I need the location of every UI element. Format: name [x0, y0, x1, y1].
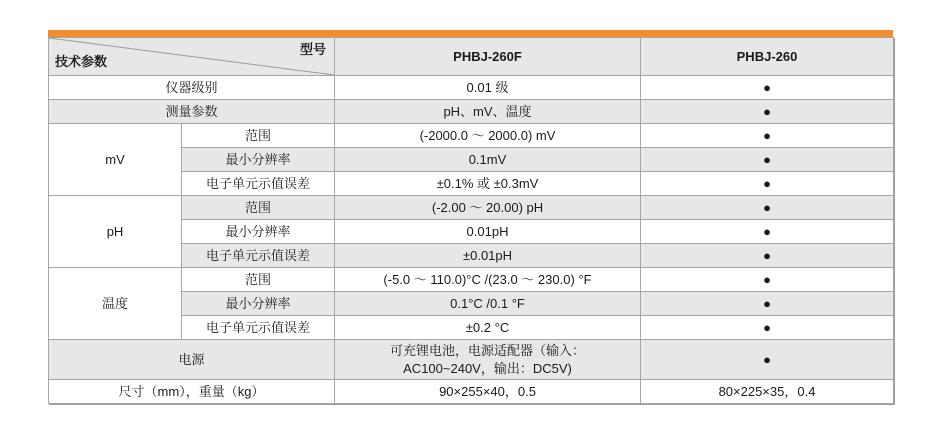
- ph-range-value-1: (-2.00 ～ 20.00) pH: [335, 196, 641, 220]
- size-weight-label: 尺寸（mm），重量（kg）: [49, 380, 335, 404]
- mv-error-value-1: ±0.1% 或 ±0.3mV: [335, 172, 641, 196]
- diagonal-header-cell: [49, 38, 335, 76]
- availability-dot: ●: [641, 268, 894, 292]
- ph-resolution-label: 最小分辨率: [182, 220, 335, 244]
- temp-range-label: 范围: [182, 268, 335, 292]
- mv-range-value-1: (-2000.0 ～ 2000.0) mV: [335, 124, 641, 148]
- availability-dot: ●: [641, 172, 894, 196]
- availability-dot: ●: [641, 244, 894, 268]
- row-power: [49, 340, 894, 380]
- mv-error-label: 电子单元示值误差: [182, 172, 335, 196]
- row-temp-range: [49, 268, 894, 292]
- corner-label-params: 技术参数: [55, 54, 108, 70]
- row-ph-range: [49, 196, 894, 220]
- temp-range-value-1: (-5.0 ～ 110.0)°C /(23.0 ～ 230.0) °F: [335, 268, 641, 292]
- group-label-mv: mV: [49, 124, 182, 196]
- row-measure-params: [49, 100, 894, 124]
- availability-dot: ●: [641, 100, 894, 124]
- temp-resolution-label: 最小分辨率: [182, 292, 335, 316]
- row-size-weight: [49, 380, 894, 404]
- temp-error-label: 电子单元示值误差: [182, 316, 335, 340]
- accent-bar: [48, 30, 893, 37]
- availability-dot: ●: [641, 196, 894, 220]
- ph-error-label: 电子单元示值误差: [182, 244, 335, 268]
- availability-dot: ●: [641, 148, 894, 172]
- group-label-temp: 温度: [49, 268, 182, 340]
- mv-resolution-label: 最小分辨率: [182, 148, 335, 172]
- ph-range-label: 范围: [182, 196, 335, 220]
- power-value-1: [335, 340, 641, 380]
- power-value-line1: 可充锂电池，电源适配器（输入：: [389, 342, 585, 358]
- temp-resolution-value-1: 0.1°C /0.1 °F: [335, 292, 641, 316]
- mv-resolution-value-1: 0.1mV: [335, 148, 641, 172]
- column-header-phbj260: PHBJ-260: [641, 38, 894, 76]
- temp-error-value-1: ±0.2 °C: [335, 316, 641, 340]
- instrument-class-value-1: 0.01 级: [335, 76, 641, 100]
- availability-dot: ●: [641, 316, 894, 340]
- spec-table: [48, 37, 894, 404]
- ph-error-value-1: ±0.01pH: [335, 244, 641, 268]
- availability-dot: ●: [641, 292, 894, 316]
- row-instrument-class: [49, 76, 894, 100]
- measure-params-label: 测量参数: [49, 100, 335, 124]
- corner-label-model: 型号: [299, 42, 326, 57]
- mv-range-label: 范围: [182, 124, 335, 148]
- row-mv-range: [49, 124, 894, 148]
- availability-dot: ●: [641, 124, 894, 148]
- measure-params-value-1: pH、mV、温度: [335, 100, 641, 124]
- instrument-class-label: 仪器级别: [49, 76, 335, 100]
- ph-resolution-value-1: 0.01pH: [335, 220, 641, 244]
- header-row: [49, 38, 894, 76]
- size-weight-value-2: 80×225×35，0.4: [641, 380, 894, 404]
- availability-dot: ●: [641, 76, 894, 100]
- power-label: 电源: [49, 340, 335, 380]
- group-label-ph: pH: [49, 196, 182, 268]
- availability-dot: ●: [641, 220, 894, 244]
- power-value-line2: AC100~240V，输出：DC5V): [403, 360, 572, 376]
- column-header-phbj260f: PHBJ-260F: [335, 38, 641, 76]
- size-weight-value-1: 90×255×40，0.5: [335, 380, 641, 404]
- spec-table-container: [48, 30, 893, 404]
- availability-dot: ●: [641, 340, 894, 380]
